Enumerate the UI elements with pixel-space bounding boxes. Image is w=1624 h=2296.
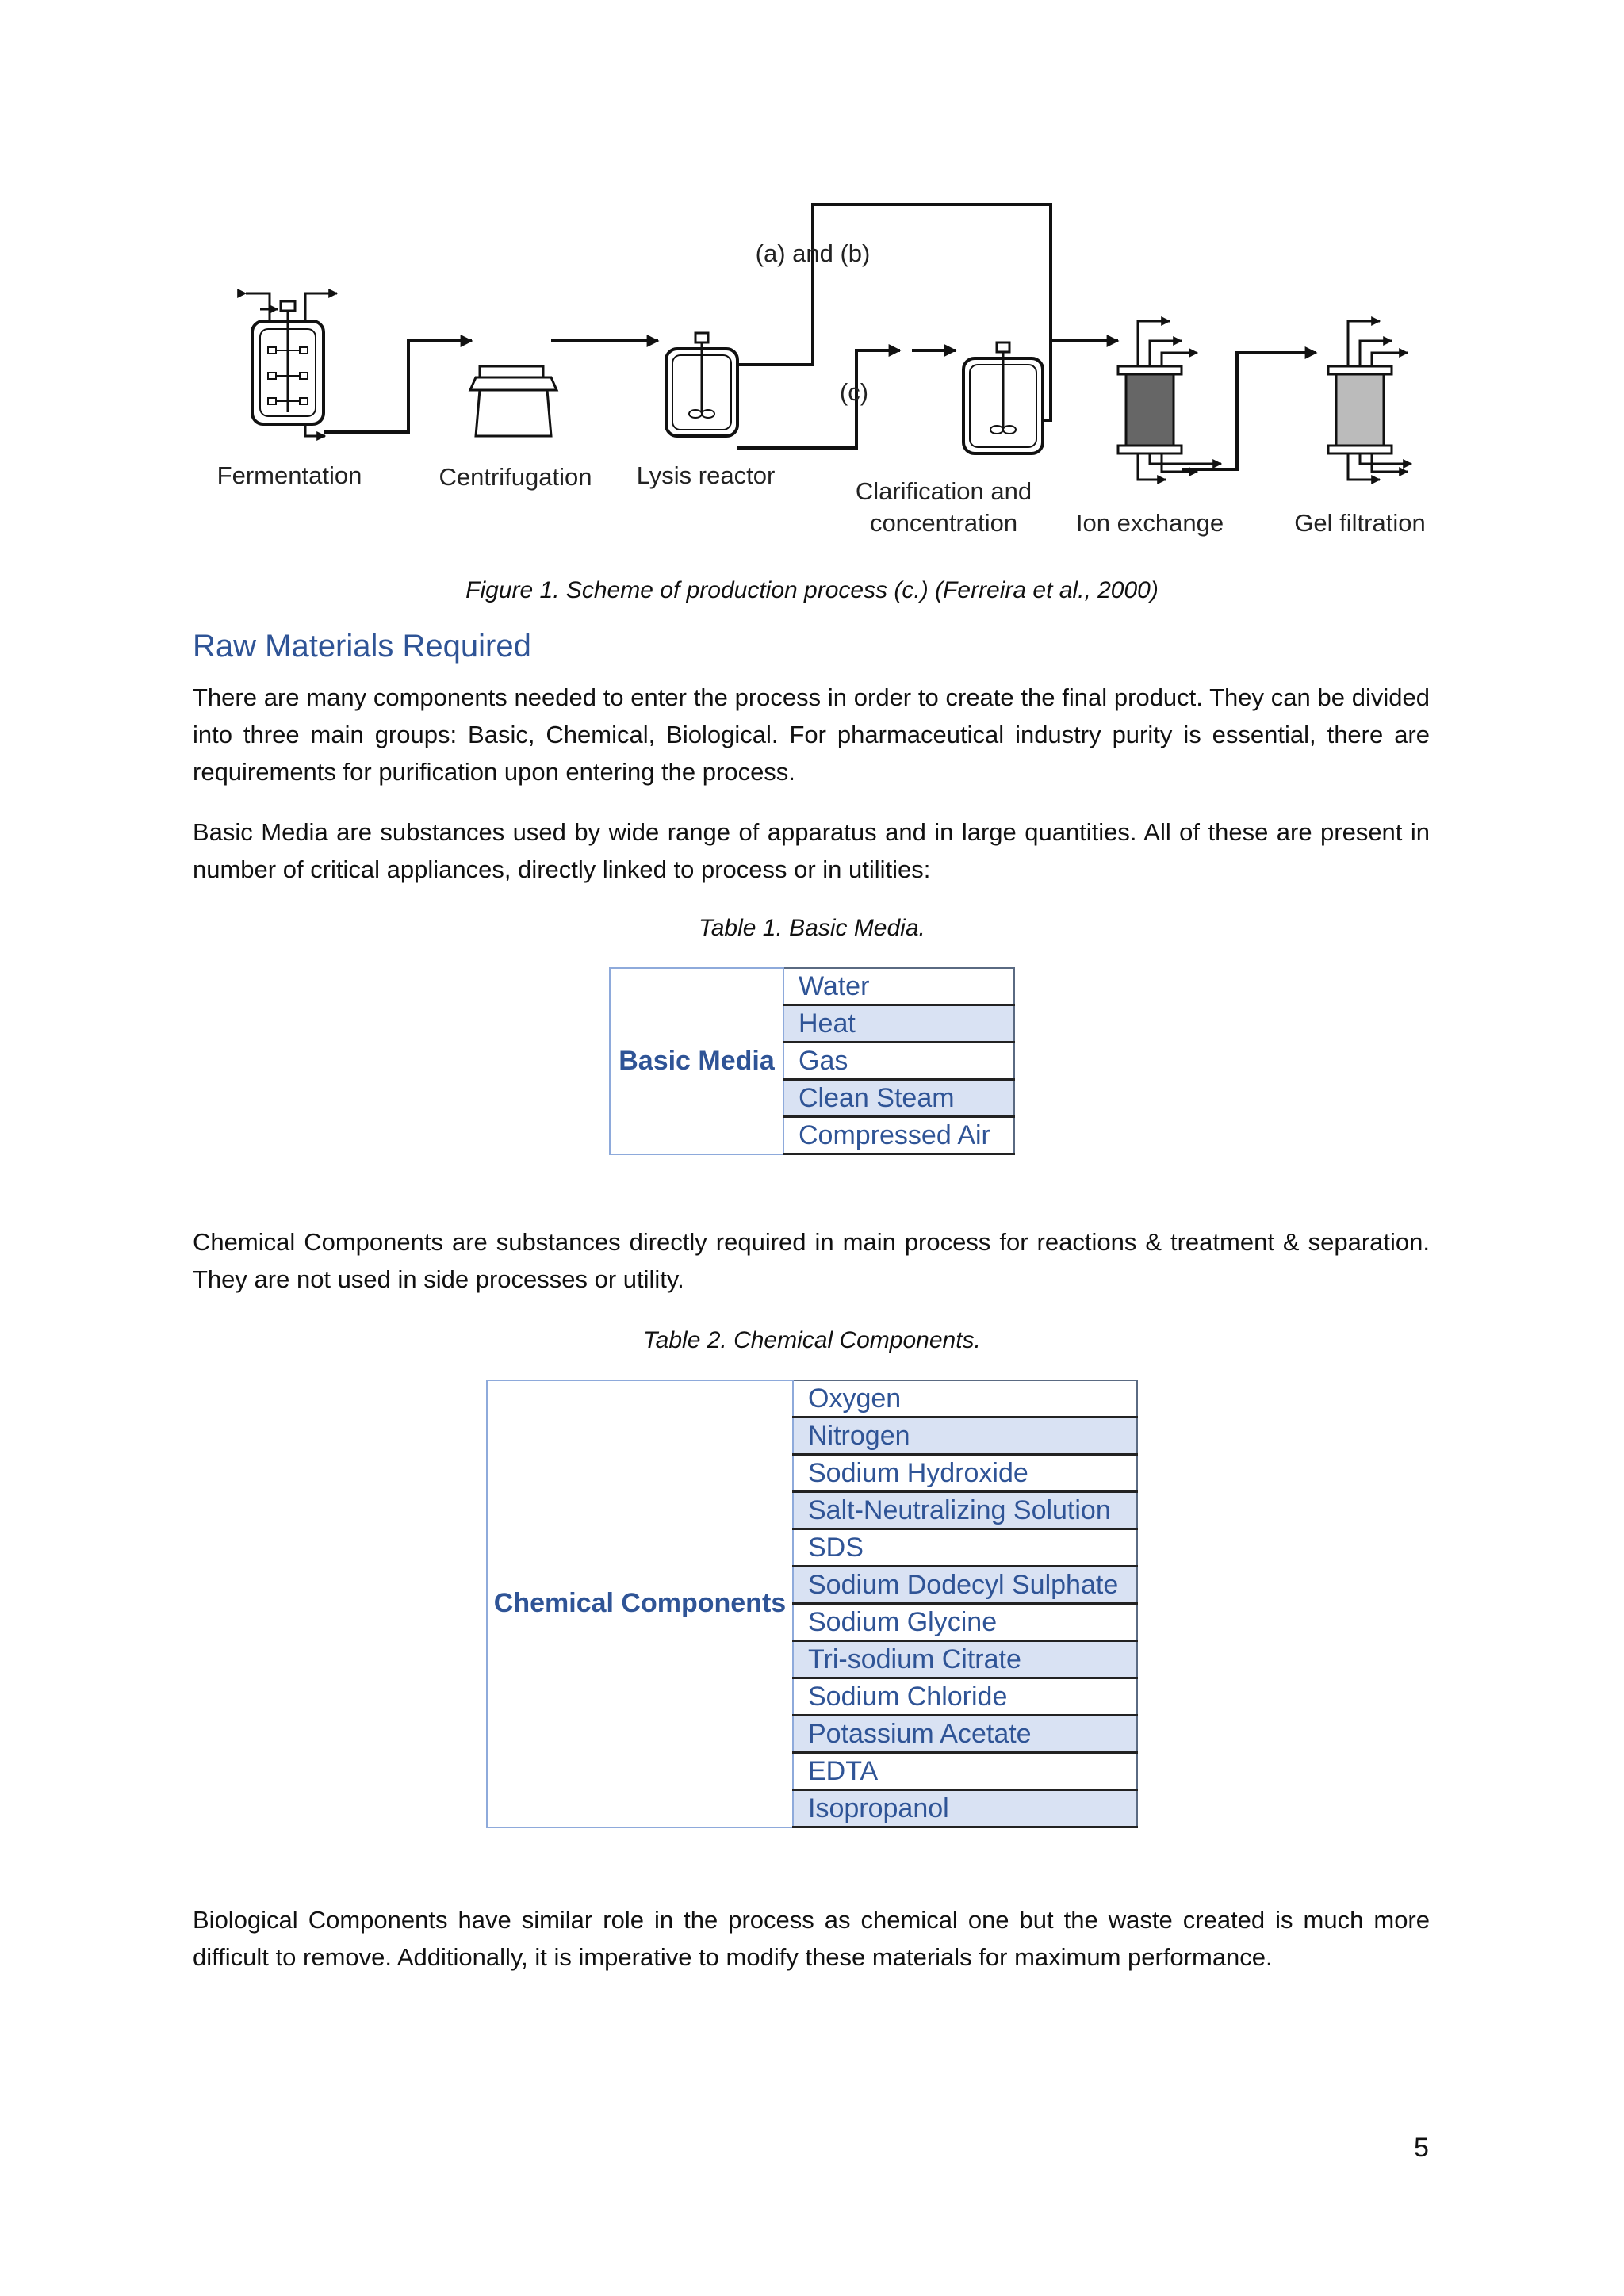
figure-caption: Figure 1. Scheme of production process (c.) (Ferreira et al., 2000) (465, 577, 1159, 603)
paragraph-basic-media: Basic Media are substances used by wide range of apparatus and in large quantities. All of these are present in number of critical appliances, directly linked to process or in utilities: (193, 818, 1430, 883)
basic-media-table (609, 967, 1015, 1155)
page-number: 5 (1414, 2133, 1429, 2163)
table-row: Sodium Glycine (793, 1604, 1137, 1641)
table-row: EDTA (793, 1753, 1137, 1790)
fermenter-icon (246, 293, 337, 436)
centrifuge-icon (470, 366, 557, 436)
table-row: Heat (783, 1005, 1014, 1043)
stage-gel-filtration: Gel filtration (1294, 509, 1426, 537)
table-row: Oxygen (793, 1380, 1137, 1418)
basic-media-label: Basic Media (610, 968, 783, 1154)
chemical-components-table (486, 1380, 1138, 1828)
table-row: Compressed Air (783, 1117, 1014, 1154)
stage-fermentation: Fermentation (216, 461, 362, 489)
section-title: Raw Materials Required (193, 629, 531, 664)
table-row: Nitrogen (793, 1418, 1137, 1455)
table2-caption: Table 2. Chemical Components. (643, 1327, 981, 1353)
label-a-and-b: (a) and (b) (755, 239, 871, 267)
ion-exchange-column-icon (1118, 321, 1221, 480)
table-row: Tri-sodium Citrate (793, 1641, 1137, 1678)
table-row: Sodium Chloride (793, 1678, 1137, 1716)
paragraph-intro: There are many components needed to enter the process in order to create the final product. They can be divided into three main groups: Basic, Chemical, Biological. For pharmaceutical industry purity is essential, there are requirements for purification upon entering the process. (193, 683, 1430, 786)
paragraph-biological-components: Biological Components have similar role in the process as chemical one but the waste created is much more difficult to remove. Additionally, it is imperative to modify these materials for maximum performance. (193, 1906, 1430, 1971)
stage-clarification-line2: concentration (869, 509, 1018, 537)
clarification-tank-icon (963, 342, 1043, 453)
gel-filtration-column-icon (1328, 321, 1411, 480)
table-row: Gas (783, 1043, 1014, 1080)
table-row: Isopropanol (793, 1790, 1137, 1827)
label-c: (c) (839, 378, 869, 406)
paragraph-chemical-components: Chemical Components are substances directly required in main process for reactions & treatment & separation. They are not used in side processes or utility. (193, 1228, 1430, 1293)
table-row: SDS (793, 1529, 1137, 1567)
chemical-components-label: Chemical Components (487, 1380, 793, 1827)
table-row: Sodium Dodecyl Sulphate (793, 1567, 1137, 1604)
stage-centrifugation: Centrifugation (439, 463, 592, 491)
table-row: Sodium Hydroxide (793, 1455, 1137, 1492)
table1-caption: Table 1. Basic Media. (699, 915, 925, 941)
table-row: Salt-Neutralizing Solution (793, 1492, 1137, 1529)
lysis-reactor-icon (666, 333, 737, 436)
table-row: Water (783, 968, 1014, 1005)
production-process-diagram (198, 182, 1435, 555)
stage-lysis-reactor: Lysis reactor (636, 461, 776, 489)
stage-clarification-line1: Clarification and (855, 477, 1032, 505)
stage-ion-exchange: Ion exchange (1075, 509, 1224, 537)
table-row: Potassium Acetate (793, 1716, 1137, 1753)
table-row: Clean Steam (783, 1080, 1014, 1117)
